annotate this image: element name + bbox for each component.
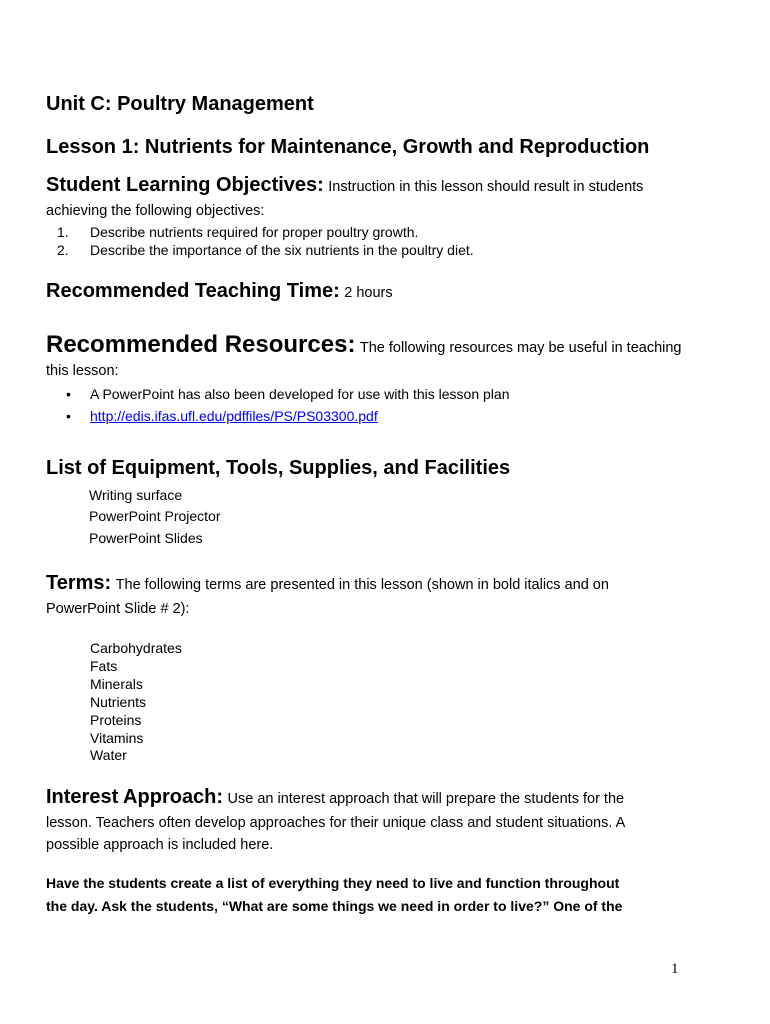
bullet-icon: • (66, 386, 71, 402)
term-item: Minerals (90, 676, 143, 692)
terms-intro-cont: PowerPoint Slide # 2): (46, 601, 190, 617)
teaching-time-value: 2 hours (344, 285, 393, 301)
teaching-time-heading: Recommended Teaching Time: (46, 280, 340, 302)
term-item: Vitamins (90, 730, 144, 746)
activity-paragraph-line: Have the students create a list of everything they need to live and function throughout (46, 875, 620, 891)
term-item: Fats (90, 658, 118, 674)
terms-heading: Terms: (46, 572, 112, 594)
objectives-line (46, 174, 643, 197)
term-item: Proteins (90, 712, 142, 728)
interest-intro: Use an interest approach that will prepare the students for the (227, 791, 625, 807)
objectives-heading: Student Learning Objectives: (46, 174, 324, 196)
activity-paragraph-line: the day. Ask the students, “What are some things we need in order to live?” One of the (46, 898, 623, 914)
objective-number: 1. (57, 224, 69, 240)
equipment-item: Writing surface (89, 487, 183, 503)
interest-paragraph-line: lesson. Teachers often develop approaches for their unique class and student situations. A (46, 815, 626, 831)
terms-intro: The following terms are presented in this lesson (shown in bold italics and on (115, 577, 609, 593)
resources-intro: The following resources may be useful in teaching (359, 340, 682, 356)
term-item: Nutrients (90, 694, 147, 710)
resources-intro-cont: this lesson: (46, 363, 119, 379)
objectives-intro-cont: achieving the following objectives: (46, 203, 265, 219)
equipment-item: PowerPoint Slides (89, 530, 203, 546)
unit-title: Unit C: Poultry Management (46, 93, 314, 115)
resources-heading: Recommended Resources: (46, 331, 356, 358)
objectives-intro: Instruction in this lesson should result in students (328, 179, 644, 195)
bullet-icon: • (66, 408, 71, 424)
teaching-time-line (46, 280, 393, 303)
terms-line (46, 572, 609, 595)
resource-item: A PowerPoint has also been developed for use with this lesson plan (90, 386, 510, 402)
interest-paragraph-line: possible approach is included here. (46, 837, 274, 853)
objective-item: Describe the importance of the six nutrients in the poultry diet. (90, 242, 474, 258)
interest-line (46, 786, 624, 809)
equipment-item: PowerPoint Projector (89, 508, 221, 524)
equipment-heading: List of Equipment, Tools, Supplies, and Facilities (46, 457, 511, 479)
resource-link[interactable]: http://edis.ifas.ufl.edu/pdffiles/PS/PS03300.pdf (90, 408, 378, 424)
objective-number: 2. (57, 242, 69, 258)
objective-item: Describe nutrients required for proper poultry growth. (90, 224, 419, 240)
term-item: Water (90, 747, 127, 763)
lesson-title: Lesson 1: Nutrients for Maintenance, Growth and Reproduction (46, 136, 650, 158)
interest-heading: Interest Approach: (46, 786, 224, 808)
page-number: 1 (671, 961, 679, 977)
resources-line (46, 331, 681, 359)
term-item: Carbohydrates (90, 640, 182, 656)
